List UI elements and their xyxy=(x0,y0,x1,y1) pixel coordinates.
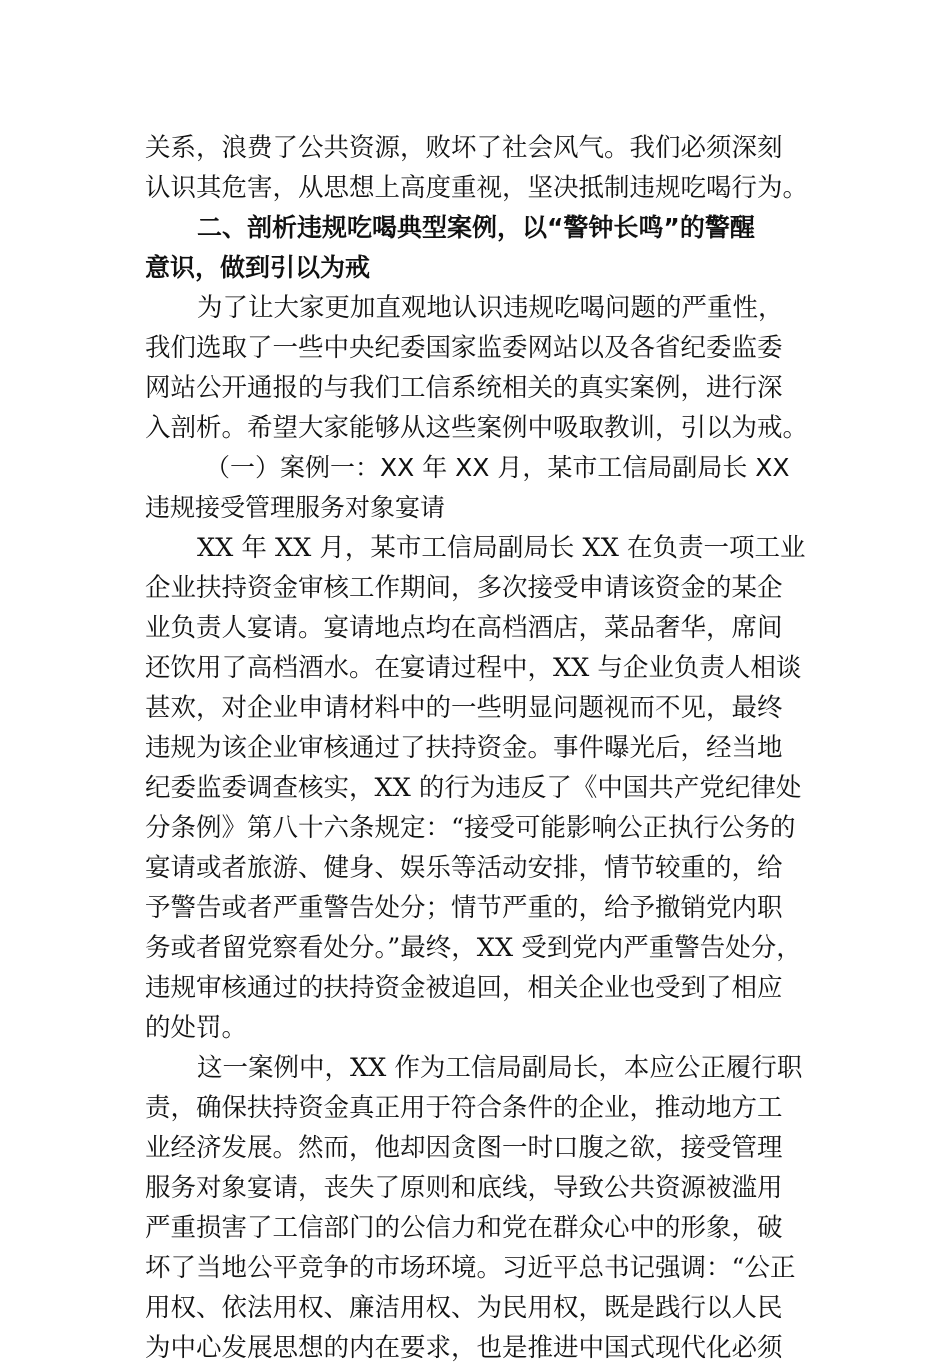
text-line: 网站公开通报的与我们工信系统相关的真实案例，进行深 xyxy=(145,373,783,403)
case-heading: （一）案例一：XX 年 XX 月，某市工信局副局长 XX xyxy=(205,453,790,482)
text-line: 为中心发展思想的内在要求，也是推进中国式现代化必须 xyxy=(145,1333,783,1363)
text-line: 纪委监委调查核实，XX 的行为违反了《中国共产党纪律处 xyxy=(145,773,802,803)
paragraph-start: 为了让大家更加直观地认识违规吃喝问题的严重性， xyxy=(197,293,784,323)
text-line: 分条例》第八十六条规定：“接受可能影响公正执行公务的 xyxy=(145,813,796,843)
text-line: 企业扶持资金审核工作期间，多次接受申请该资金的某企 xyxy=(145,573,783,603)
text-line: 业经济发展。然而，他却因贪图一时口腹之欲，接受管理 xyxy=(145,1133,783,1163)
text-line: 违规审核通过的扶持资金被追回，相关企业也受到了相应 xyxy=(145,973,783,1003)
text-line: 的处罚。 xyxy=(145,1013,248,1043)
text-line: 我们选取了一些中央纪委国家监委网站以及各省纪委监委 xyxy=(145,333,783,363)
text-line: 严重损害了工信部门的公信力和党在群众心中的形象，破 xyxy=(145,1213,783,1243)
text-line: 还饮用了高档酒水。在宴请过程中，XX 与企业负责人相谈 xyxy=(145,653,802,683)
text-line: 关系，浪费了公共资源，败坏了社会风气。我们必须深刻 xyxy=(145,133,783,163)
text-line: 业负责人宴请。宴请地点均在高档酒店，菜品奢华，席间 xyxy=(145,613,783,643)
text-line: 认识其危害，从思想上高度重视，坚决抵制违规吃喝行为。 xyxy=(145,173,809,203)
text-line: 入剖析。希望大家能够从这些案例中吸取教训，引以为戒。 xyxy=(145,413,809,443)
text-line: 甚欢，对企业申请材料中的一些明显问题视而不见，最终 xyxy=(145,693,783,723)
text-line: 责，确保扶持资金真正用于符合条件的企业，推动地方工 xyxy=(145,1093,783,1123)
text-line: 坏了当地公平竞争的市场环境。习近平总书记强调：“公正 xyxy=(145,1253,796,1283)
text-line: 违规为该企业审核通过了扶持资金。事件曝光后，经当地 xyxy=(145,733,783,763)
text-line: 服务对象宴请，丧失了原则和底线，导致公共资源被滥用 xyxy=(145,1173,783,1203)
text-line: 予警告或者严重警告处分；情节严重的，给予撤销党内职 xyxy=(145,893,783,923)
document-body xyxy=(145,128,810,1368)
text-line: 宴请或者旅游、健身、娱乐等活动安排，情节较重的，给 xyxy=(145,853,783,883)
paragraph-start: XX 年 XX 月，某市工信局副局长 XX 在负责一项工业 xyxy=(197,533,806,563)
text-line: 用权、依法用权、廉洁用权、为民用权，既是践行以人民 xyxy=(145,1293,783,1323)
paragraph-start: 这一案例中，XX 作为工信局副局长，本应公正履行职 xyxy=(197,1053,803,1083)
section-heading: 二、剖析违规吃喝典型案例，以“警钟长鸣”的警醒 xyxy=(197,213,755,242)
section-heading-continuation: 意识，做到引以为戒 xyxy=(145,253,371,282)
text-line: 务或者留党察看处分。”最终，XX 受到党内严重警告处分， xyxy=(145,933,802,963)
case-heading-continuation: 违规接受管理服务对象宴请 xyxy=(145,493,446,522)
